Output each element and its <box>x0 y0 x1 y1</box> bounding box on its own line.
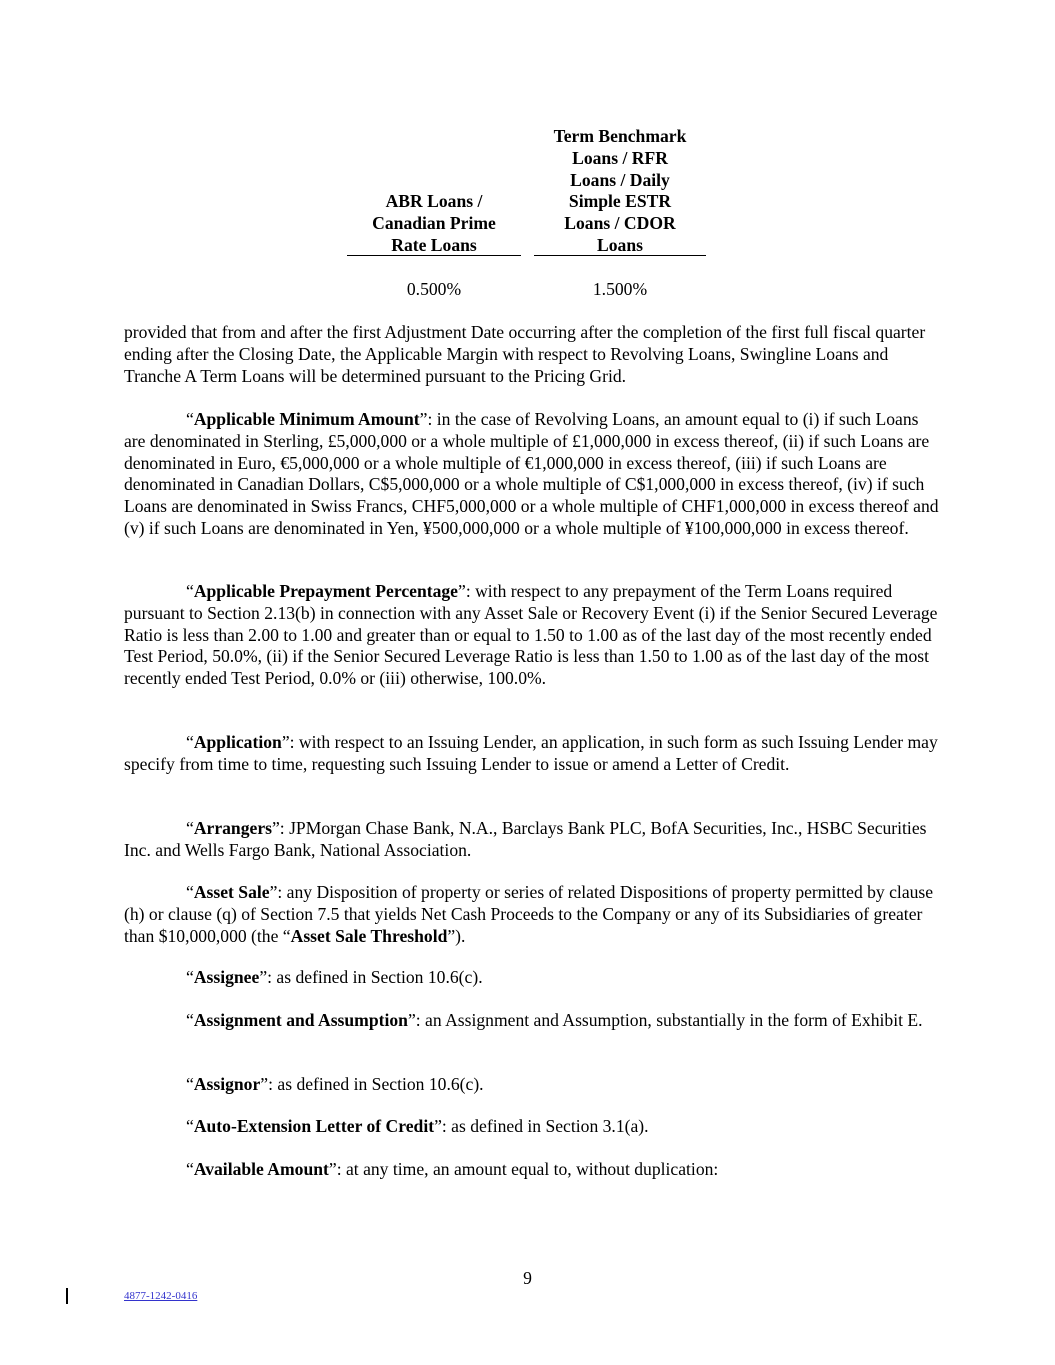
defined-term: Application <box>193 732 282 752</box>
defined-term: Asset Sale <box>193 882 270 902</box>
defined-term: Assignor <box>193 1074 261 1094</box>
tb-header-line-6: Loans <box>597 234 643 255</box>
open-quote: “ <box>186 967 194 987</box>
open-quote: “ <box>186 1074 194 1094</box>
definition-text: : in the case of Revolving Loans, an amount equal to (i) if such Loans are denominated in Sterling, £5,000,000 or a whole multiple of £1,000,000 in excess thereof, (ii) if such Loans are denominated in Euro, €5,000,000 or a whole multiple of €1,000,000 in excess thereof, (iii) if such Loans are denominated in Canadian Dollars, C$5,000,000 or a whole multiple of C$1,000,000 in excess thereof, (iv) if such Loans are denominated in Swiss Francs, CHF5,000,000 or a whole multiple of CHF1,000,000 in excess thereof and (v) if such Loans are denominated in Yen, ¥500,000,000 or a whole multiple of ¥100,000,000 in excess thereof. <box>124 409 939 538</box>
definition-text: : with respect to an Issuing Lender, an application, in such form as such Issuing Lender may specify from time to time, requesting such Issuing Lender to issue or amend a Letter of Credit. <box>124 732 938 774</box>
definition-text: : an Assignment and Assumption, substantially in the form of Exhibit E. <box>415 1010 923 1030</box>
term-benchmark-column-header <box>534 126 706 257</box>
definition-assignor <box>124 1074 944 1096</box>
close-quote: ” <box>458 581 466 601</box>
change-bar <box>66 1288 68 1304</box>
open-quote: “ <box>186 1116 194 1136</box>
close-quote: ” <box>328 1159 337 1179</box>
open-quote: “ <box>186 818 194 838</box>
tb-margin-value: 1.500% <box>592 279 648 299</box>
definition-text: : at any time, an amount equal to, without duplication: <box>336 1159 719 1179</box>
definition-arrangers <box>124 818 944 862</box>
definition-tail: ”). <box>447 925 466 946</box>
close-quote: ” <box>407 1010 416 1030</box>
tb-header-line-4: Simple ESTR <box>568 191 672 212</box>
open-quote: “ <box>186 732 194 752</box>
definition-text: : as defined in Section 10.6(c). <box>268 1074 484 1094</box>
definition-auto-extension-letter-of-credit <box>124 1116 944 1138</box>
tb-header-rule <box>534 255 706 256</box>
document-id-link[interactable]: 4877-1242-0416 <box>124 1290 198 1302</box>
abr-header-line-3: Rate Loans <box>391 234 477 255</box>
definition-text: : as defined in Section 10.6(c). <box>267 967 483 987</box>
tb-header-line-2: Loans / RFR <box>572 147 668 168</box>
abr-column-header <box>347 191 521 256</box>
close-quote: ” <box>419 409 428 429</box>
defined-term: Auto-Extension Letter of Credit <box>193 1116 435 1136</box>
close-quote: ” <box>271 818 280 838</box>
close-quote: ” <box>269 882 278 902</box>
tb-header-line-1: Term Benchmark <box>553 126 687 146</box>
close-quote: ” <box>259 967 268 987</box>
open-quote: “ <box>186 1159 194 1179</box>
definition-applicable-minimum-amount <box>124 409 944 540</box>
rate-table <box>347 126 707 306</box>
open-quote: “ <box>186 882 194 902</box>
definition-text: : JPMorgan Chase Bank, N.A., Barclays Bank PLC, BofA Securities, Inc., HSBC Securities Inc. and Wells Fargo Bank, National Association. <box>124 818 927 860</box>
tb-header-line-5: Loans / CDOR <box>564 213 676 234</box>
defined-term: Assignment and Assumption <box>193 1010 408 1030</box>
proviso-paragraph: provided that from and after the first Adjustment Date occurring after the completion of the first full fiscal quarter ending after the Closing Date, the Applicable Margin with respect to Revolving Loans, Swingline Loans and Tranche A Term Loans will be determined pursuant to the Pricing Grid. <box>124 322 926 386</box>
close-quote: ” <box>281 732 290 752</box>
definition-assignment-and-assumption <box>124 1010 944 1032</box>
abr-header-line-1: ABR Loans / <box>385 191 483 211</box>
defined-term: Available Amount <box>193 1159 329 1179</box>
page-number: 9 <box>523 1268 532 1288</box>
abr-margin-value: 0.500% <box>406 279 462 299</box>
close-quote: ” <box>260 1074 269 1094</box>
open-quote: “ <box>186 581 194 601</box>
tb-header-line-3: Loans / Daily <box>570 169 670 190</box>
definition-text: : as defined in Section 3.1(a). <box>441 1116 649 1136</box>
definition-application <box>124 732 944 776</box>
defined-term: Applicable Minimum Amount <box>193 409 420 429</box>
abr-header-line-2: Canadian Prime <box>372 212 496 233</box>
abr-header-rule <box>347 255 521 256</box>
definition-applicable-prepayment-percentage <box>124 581 944 690</box>
close-quote: ” <box>434 1116 442 1136</box>
definition-asset-sale <box>124 882 944 947</box>
defined-term: Assignee <box>193 967 260 987</box>
definition-assignee <box>124 967 944 989</box>
open-quote: “ <box>186 409 194 429</box>
defined-term: Arrangers <box>193 818 272 838</box>
open-quote: “ <box>186 1010 194 1030</box>
definition-text: : with respect to any prepayment of the Term Loans required pursuant to Section 2.13(b) in connection with any Asset Sale or Recovery Event (i) if the Senior Secured Leverage Ratio is less than 2.00 to 1.00 and greater than or equal to 1.50 to 1.00 as of the last day of the most recently ended Test Period, 50.0%, (ii) if the Senior Secured Leverage Ratio is less than 1.50 to 1.00 as of the last day of the most recently ended Test Period, 0.0% or (iii) otherwise, 100.0%. <box>124 581 938 689</box>
defined-term-asset-sale-threshold: Asset Sale Threshold <box>290 925 448 946</box>
defined-term: Applicable Prepayment Percentage <box>193 581 458 601</box>
definition-available-amount <box>124 1159 944 1181</box>
definition-text: : any Disposition of property or series of related Dispositions of property permitted by clause (h) or clause (q) of Section 7.5 that yields Net Cash Proceeds to the Company or any of its Subsidiaries of greater than $10,000,000 (the “ <box>124 882 934 946</box>
